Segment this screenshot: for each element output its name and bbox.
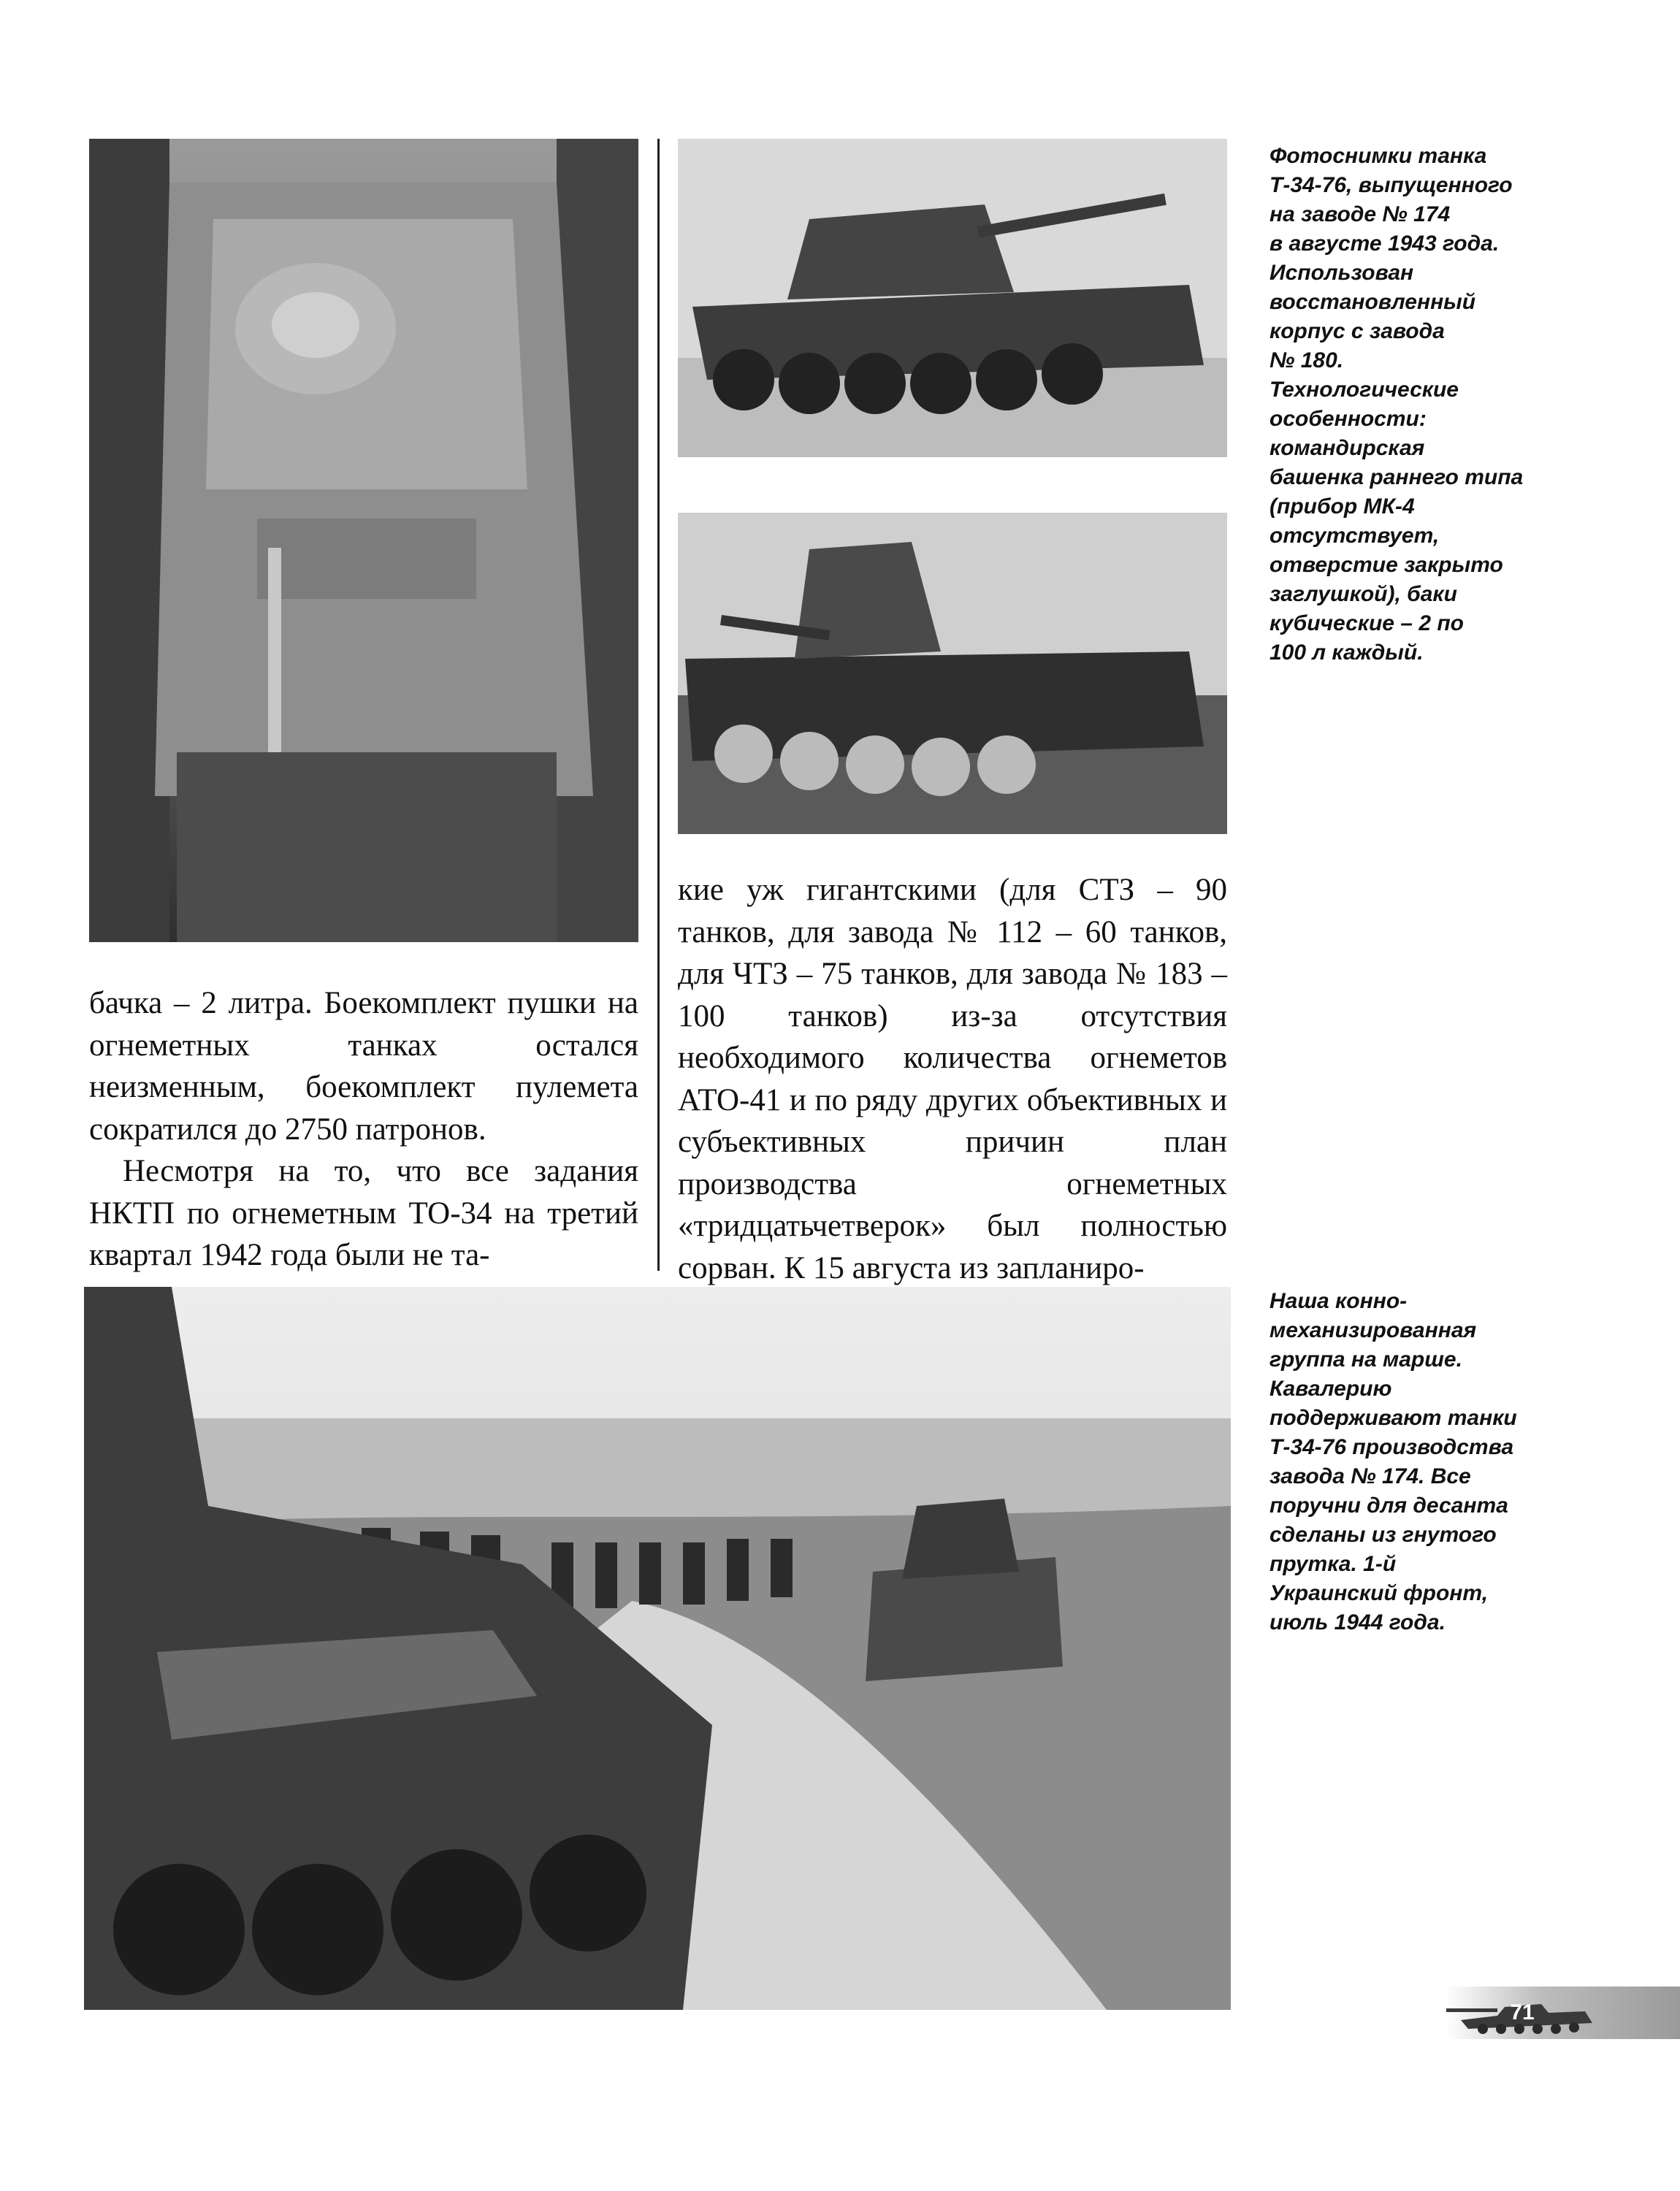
cavalry-group-illustration xyxy=(84,1287,1231,2010)
caption-bottom-photo: Наша конно- механизированная группа на марше. Кавалерию поддерживают танки Т-34-76 производства завода № 174. Все поручни для десанта сделаны из гнутого прутка. 1-й Украинский фронт, июль 1944 года. xyxy=(1269,1289,1517,1634)
paragraph-left-1: бачка – 2 литра. Боекомплект пушки на огнеметных танках остался неизменным, боекомплект пулемета сократился до 2750 патронов. xyxy=(89,986,638,1147)
photo-tank-top-view xyxy=(89,139,638,942)
column-divider-top xyxy=(657,139,660,1271)
photo-tank-side-view-2 xyxy=(678,513,1227,834)
photo-tank-side-view-1 xyxy=(678,139,1227,457)
tank-top-view-illustration xyxy=(89,139,638,942)
tank-silhouette-icon xyxy=(1446,1987,1680,2039)
text-column-left xyxy=(89,982,638,1277)
paragraph-left-2: Несмотря на то, что все задания НКТП по огнеметным ТО-34 на третий квартал 1942 года были не та- xyxy=(89,1154,638,1272)
paragraph-right-1: кие уж гигантскими (для СТЗ – 90 танков, для завода № 112 – 60 танков, для ЧТЗ – 75 танков, для завода № 183 – 100 танков) из-за отсутствия необходимого количества огнеметов АТО-41 и по ряду других объективных и субъективных причин план производства огнеметных «тридцатьчетверок» был полностью сорван. К 15 августа из запланиро- xyxy=(678,873,1227,1285)
tank-side-view-2-illustration xyxy=(678,513,1227,834)
text-column-right xyxy=(678,869,1227,1289)
page-number: 71 xyxy=(1510,2000,1535,2024)
tank-side-view-1-illustration xyxy=(678,139,1227,457)
caption-top-photos: Фотоснимки танка Т-34-76, выпущенного на заводе № 174 в августе 1943 года. Использован восстановленный корпус с завода № 180. Технологические особенности: командирская башенка раннего типа (прибор МК-4 отсутствует, отверстие закрыто заглушкой), баки кубические – 2 по 100 л каждый. xyxy=(1269,144,1524,665)
photo-cavalry-group-with-tanks xyxy=(84,1287,1231,2010)
page-number-banner xyxy=(1446,1987,1680,2039)
